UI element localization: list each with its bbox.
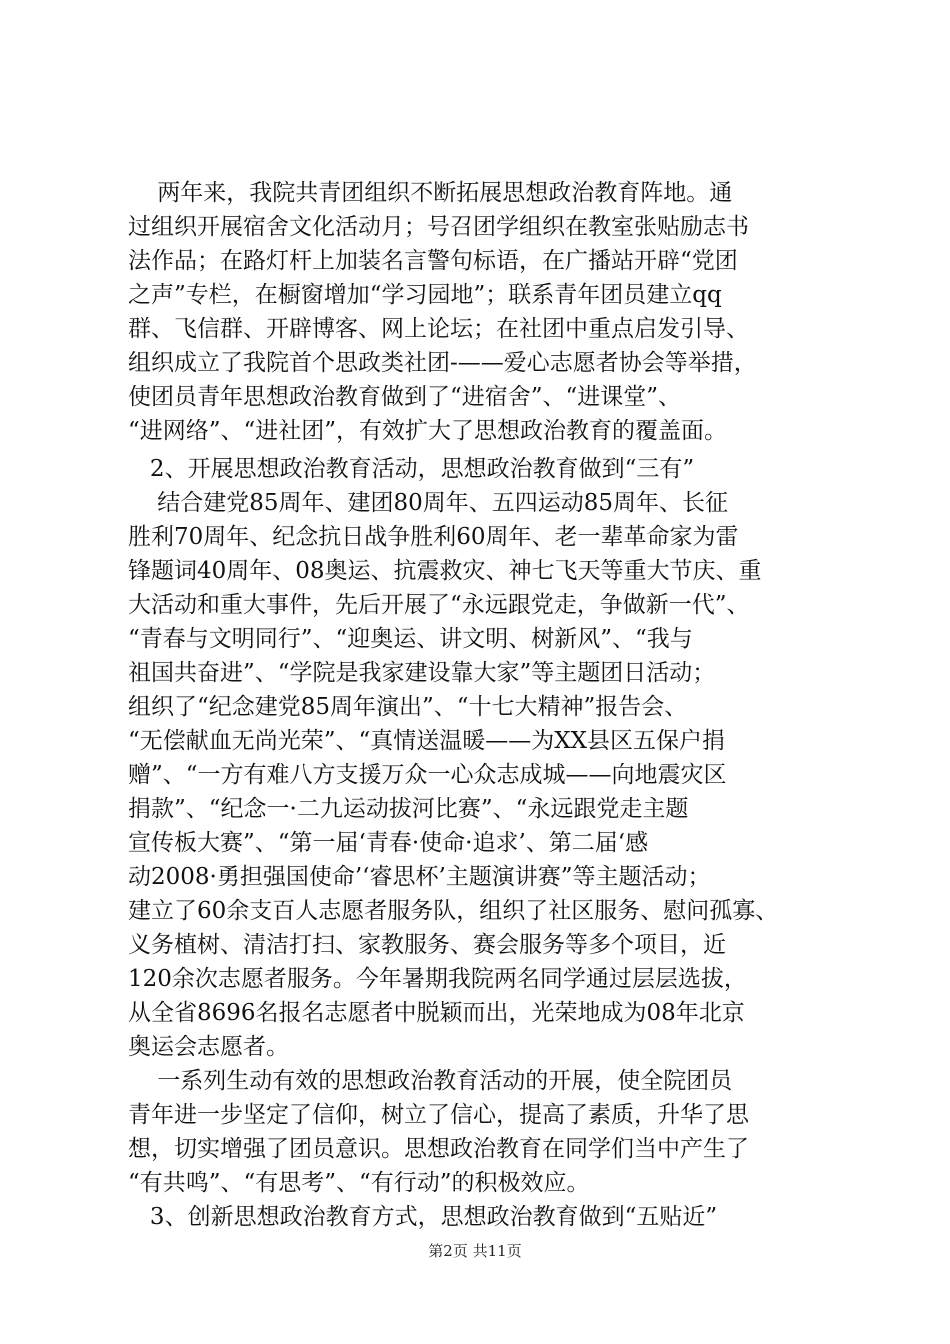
text-line: 群、飞信群、开辟博客、网上论坛；在社团中重点启发引导、: [128, 316, 749, 342]
page-number-label: 第2页 共11页: [428, 1242, 522, 1260]
text-line: 结合建党85周年、建团80周年、五四运动85周年、长征: [128, 490, 729, 516]
text-line: 祖国共奋进”、“学院是我家建设靠大家”等主题团日活动；: [128, 660, 716, 686]
text-line: 奥运会志愿者。: [128, 1034, 289, 1060]
text-line: 想，切实增强了团员意识。思想政治教育在同学们当中产生了: [128, 1136, 749, 1162]
text-line: 组织了“纪念建党85周年演出”、“十七大精神”报告会、: [128, 694, 688, 720]
text-line: 建立了60余支百人志愿者服务队，组织了社区服务、慰问孤寡、: [128, 898, 779, 924]
page-footer: [0, 1241, 950, 1261]
text-line: 从全省8696名报名志愿者中脱颖而出，光荣地成为08年北京: [128, 1000, 745, 1026]
text-line: 宣传板大赛”、“第一届‘青春·使命·追求’、第二届‘感: [128, 830, 649, 856]
text-line: 大活动和重大事件，先后开展了“永远跟党走，争做新一代”、: [128, 592, 750, 618]
text-line: “青春与文明同行”、“迎奥运、讲文明、树新风”、“我与: [128, 626, 693, 652]
text-line: 组织成立了我院首个思政类社团-——爱心志愿者协会等举措，: [128, 350, 757, 376]
text-line: 一系列生动有效的思想政治教育活动的开展，使全院团员: [128, 1068, 733, 1094]
text-line: 青年进一步坚定了信仰，树立了信心，提高了素质，升华了思: [128, 1102, 749, 1128]
text-line: 120余次志愿者服务。今年暑期我院两名同学通过层层选拔，: [128, 966, 747, 992]
text-line: 过组织开展宿舍文化活动月；号召团学组织在教室张贴励志书: [128, 214, 749, 240]
text-line: 动2008·勇担强国使命’‘睿思杯’主题演讲赛”等主题活动；: [128, 864, 711, 890]
text-line: 捐款”、“纪念一·二九运动拔河比赛”、“永远跟党走主题: [128, 796, 689, 822]
text-line: 赠”、“一方有难八方支援万众一心众志成城——向地震灾区: [128, 762, 727, 788]
text-line: 之声”专栏，在橱窗增加“学习园地”；联系青年团员建立qq: [128, 282, 722, 308]
text-line: 法作品；在路灯杆上加装名言警句标语，在广播站开辟“党团: [128, 248, 738, 274]
text-line: 义务植树、清洁打扫、家教服务、赛会服务等多个项目，近: [128, 932, 726, 958]
section-heading: 2、开展思想政治教育活动，思想政治教育做到“三有”: [128, 456, 695, 482]
section-heading: 3、创新思想政治教育方式，思想政治教育做到“五贴近”: [128, 1204, 718, 1230]
text-line: 胜利70周年、纪念抗日战争胜利60周年、老一辈革命家为雷: [128, 524, 739, 550]
text-line: “进网络”、“进社团”，有效扩大了思想政治教育的覆盖面。: [128, 418, 728, 444]
text-line: “有共鸣”、“有思考”、“有行动”的积极效应。: [128, 1170, 590, 1196]
section-activities: [128, 452, 828, 1234]
text-line: 两年来，我院共青团组织不断拓展思想政治教育阵地。通: [128, 180, 733, 206]
text-line: 锋题词40周年、08奥运、抗震救灾、神七飞天等重大节庆、重: [128, 558, 762, 584]
text-line: 使团员青年思想政治教育做到了“进宿舍”、“进课堂”、: [128, 384, 682, 410]
text-line: “无偿献血无尚光荣”、“真情送温暖——为XX县区五保户捐: [128, 728, 726, 754]
paragraph-positions: [128, 176, 828, 448]
